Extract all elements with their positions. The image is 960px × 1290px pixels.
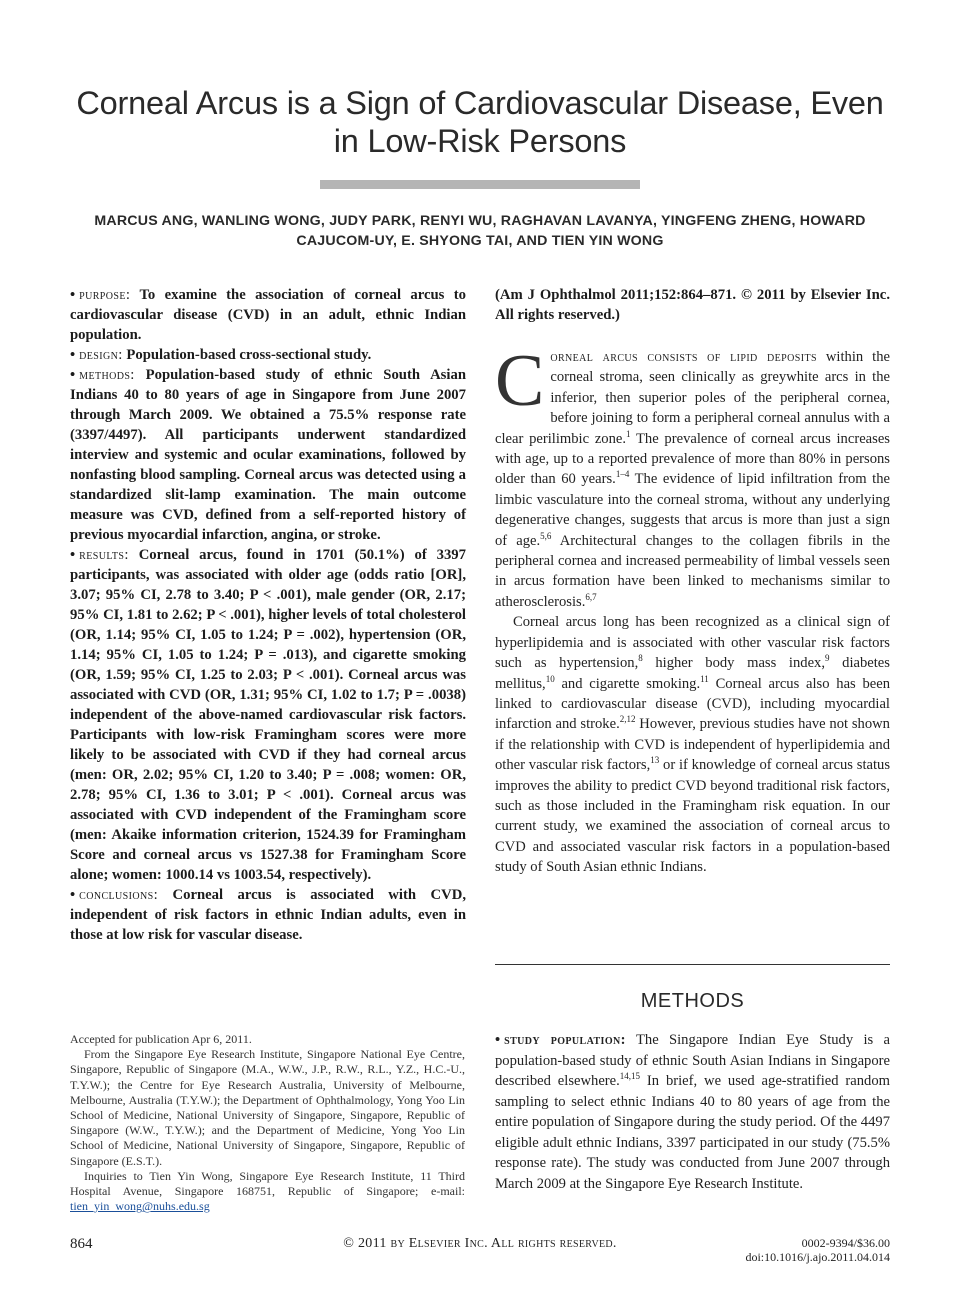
abstract-column [70,285,466,945]
reference-link[interactable]: 5,6 [540,530,552,541]
bullet: • [495,1032,501,1048]
article-identifiers [745,1236,890,1264]
purpose-text: To examine the association of corneal arcus to cardiovascular disease (CVD) in an adult, ethnic Indian population. [70,287,466,343]
abstract-methods [70,365,466,545]
results-text: Corneal arcus, found in 1701 (50.1%) of 3397 participants, was associated with older age (odds ratio [OR], 3.07; 95% CI, 2.78 to 3.40; P < .001), male gender (OR, 2.17; 95% CI, 1.81 to 2.62; P < .001), higher levels of total cholesterol (OR, 1.14; 95% CI, 1.05 to 1.24; P = .002), hypertension (OR, 1.14; 95% CI, 1.05 to 1.24; P = .013), and cigarette smoking (OR, 1.59; 95% CI, 1.25 to 2.03; P < .001). Corneal arcus was associated with CVD (OR, 1.31; 95% CI, 1.02 to 1.7; P = .0038) independent of the above-named cardiovascular risk factors. Participants with low-risk Framingham scores were more likely to be associated with CVD if they had corneal arcus (men: OR, 2.02; 95% CI, 1.20 to 3.40; P = .008; women: OR, 2.78; 95% CI, 1.36 to 3.01; P < .001). Corneal arcus was associated with CVD independent of the Framingham score (men: Akaike information criterion, 1524.39 for Framingham Score and corneal arcus vs 1527.38 for Framingham Score alone; women: 1000.14 vs 1003.54, respectively). [70,547,466,883]
methods-text: In brief, we used age-stratified random sampling to select ethnic Indians 40 to 80 years of age from the entire population of Singapore during the study period. Of the 4497 eligible adult ethnic Indians, 3397 participated in our study (75.5% response rate). The study was conducted from June 2007 through March 2009 at the Singapore Eye Research Institute. [495,1073,890,1192]
reference-link[interactable]: 10 [545,673,555,684]
accepted-note: Accepted for publication Apr 6, 2011. [70,1032,252,1046]
design-text: Population-based cross-sectional study. [126,347,372,363]
intro-paragraph-2 [495,612,890,877]
abstract-purpose [70,285,466,345]
study-population-label: study population: [504,1032,626,1048]
results-label: results: [79,547,129,563]
copyright-notice: © 2011 by Elsevier Inc. All rights reserved. [343,1236,617,1251]
methods-text: Population-based study of ethnic South Asian Indians 40 to 80 years of age in Singapore from June 2007 through March 2009. We obtained a 75.5% response rate (3397/4497). All participants underwent standardized interview and systemic and ocular examinations, followed by nonfasting blood sampling. Corneal arcus was detected using a standardized slit-lamp examination. The main outcome measure was CVD, defined from a self-reported history of previous myocardial infarction, angina, or stroke. [70,367,466,543]
inquiries-text: Inquiries to Tien Yin Wong, Singapore Eye Research Institute, 11 Third Hospital Avenue, Singapore 168751, Republic of Singapore; e-mail: [70,1168,465,1199]
bullet: • [70,367,76,383]
intro-text: However, previous studies have not shown if the relationship with CVD is independent of hyperlipidemia and other vascular risk factors, [495,716,890,774]
reference-link[interactable]: 13 [650,755,660,766]
intro-text: diabetes mellitus, [495,655,890,692]
abstract-design [70,345,466,365]
intro-text: Corneal arcus long has been recognized as a clinical sign of hyperlipidemia and is associated with other vascular risk factors such as hypertension, [495,614,890,672]
methods-label: methods: [79,367,135,383]
intro-text: Corneal arcus also has been linked to cardiovascular disease (CVD), including myocardial infarction and stroke. [495,675,891,733]
purpose-label: purpose: [79,287,131,303]
design-label: design: [79,347,123,363]
reference-link[interactable]: 2,12 [619,714,636,725]
reference-link[interactable]: 14,15 [619,1071,641,1082]
section-separator [495,964,890,965]
bullet: • [70,287,76,303]
methods-section [495,1030,890,1194]
footnotes [70,1032,465,1214]
affiliations-note: From the Singapore Eye Research Institute, Singapore National Eye Centre, Singapore, Republic of Singapore (M.A., W.W., J.P., R.W., R.L., Y.Z., H.C.-U., T.Y.W.); the Centre for Eye Research Australia, University of Melbourne, Melbourne, Australia (T.Y.W.); the Department of Ophthalmology, Yong Yoo Lin School of Medicine, National University of Singapore, Singapore, Republic of Singapore (W.W., T.Y.W.); and the Department of Medicine, Yong Yoo Lin School of Medicine, National University of Singapore, Singapore, Republic of Singapore (E.S.T.). [70,1047,465,1168]
reference-link[interactable]: 11 [700,673,709,684]
intro-text: The evidence of lipid infiltration from the limbic vasculature into the corneal stroma, without any underlying degenerative changes, suggests that arcus is more than just a sign of age. [495,471,890,549]
conclusions-label: conclusions: [79,887,159,903]
intro-text: The prevalence of corneal arcus increases with age, up to a reported prevalence of more than 80% in persons older than 60 years. [495,430,890,488]
page-number: 864 [70,1236,93,1252]
abstract-results [70,545,466,885]
reference-link[interactable]: 6,7 [585,592,597,603]
intro-text: higher body mass index, [655,655,825,672]
intro-paragraph-1 [495,340,890,612]
bullet: • [70,347,76,363]
abstract [70,285,466,945]
methods-heading: METHODS [640,990,745,1012]
issn: 0002-9394/$36.00 [801,1236,890,1250]
bullet: • [70,547,76,563]
bullet: • [70,887,76,903]
article-title: Corneal Arcus is a Sign of Cardiovascular Disease, Even in Low-Risk Persons [76,85,884,159]
title-rule [320,180,640,189]
conclusions-text: Corneal arcus is associated with CVD, independent of risk factors in ethnic Indian adults, even in those at low risk for vascular disease. [70,887,466,943]
reference-link[interactable]: 1 [626,428,631,439]
abstract-citation: (Am J Ophthalmol 2011;152:864–871. © 2011 by Elsevier Inc. All rights reserved.) [495,287,890,323]
intro-text: Architectural changes to the collagen fibrils in the peripheral cornea and increased permeability of limbal vessels seen in arcus formation have been linked to mechanisms similar to atherosclerosis. [495,532,890,610]
methods-text: The Singapore Indian Eye Study is a population-based study of ethnic South Asian Indians in Singapore described elsewhere. [495,1032,891,1089]
doi: doi:10.1016/j.ajo.2011.04.014 [745,1250,890,1264]
inquiries-note [70,1169,465,1215]
reference-link[interactable]: 8 [638,653,643,664]
intro-text: and cigarette smoking. [561,675,701,692]
email-link[interactable]: tien_yin_wong@nuhs.edu.sg [70,1199,210,1214]
reference-link[interactable]: 1–4 [615,469,630,480]
abstract-conclusions [70,885,466,945]
reference-link[interactable]: 9 [825,653,830,664]
intro-text: within the corneal stroma, seen clinically as greywhite arcs in the inferior, then superior poles of the peripheral cornea, before joining to form a peripheral corneal annulus with a clear perilimbic zone. [495,349,890,447]
intro-text: or if knowledge of corneal arcus status improves the ability to predict CVD beyond traditional risk factors, such as those included in the Framingham risk equation. In our current study, we examined the association of corneal arcus to CVD and associated vascular risk factors in a population-based study of South Asian ethnic Indians. [495,757,891,876]
lead-in: orneal arcus consists of lipid deposits [550,349,817,365]
study-population-paragraph [495,1030,890,1194]
drop-cap: C [495,340,545,422]
intro-column [495,285,890,878]
author-list: MARCUS ANG, WANLING WONG, JUDY PARK, RENYI WU, RAGHAVAN LAVANYA, YINGFENG ZHENG, HOWARD CAJUCOM-UY, E. SHYONG TAI, AND TIEN YIN WONG [94,213,866,249]
